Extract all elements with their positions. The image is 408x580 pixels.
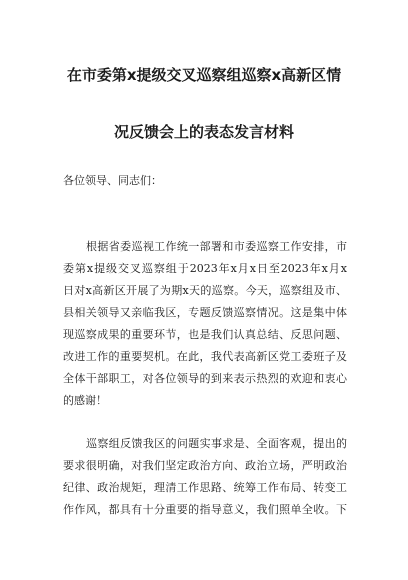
- document-title-line-2: 况反馈会上的表态发言材料: [113, 123, 294, 141]
- paragraph-2-line-1: 巡察组反馈我区的问题实事求是、全面客观，提出的: [86, 437, 347, 450]
- paragraph-2-line-2: 要求很明确，对我们坚定政治方向、政治立场，严明政治: [63, 459, 347, 472]
- salutation: 各位领导、同志们：: [63, 174, 162, 187]
- paragraph-1-line-8: 的感谢！: [63, 394, 107, 407]
- paragraph-1-line-5: 现巡察成果的重要环节，也是我们认真总结、反思问题、: [63, 328, 347, 341]
- paragraph-1-line-1: 根据省委巡视工作统一部署和市委巡察工作安排，市: [86, 240, 347, 253]
- paragraph-1-line-7: 全体干部职工，对各位领导的到来表示热烈的欢迎和衷心: [63, 372, 347, 385]
- paragraph-1-line-2: 委第x提级交叉巡察组于2023年x月x日至2023年x月x: [63, 262, 347, 275]
- paragraph-2-line-3: 纪律、政治规矩，理清工作思路、统筹工作布局、转变工: [63, 481, 347, 494]
- paragraph-1-line-6: 改进工作的重要契机。在此，我代表高新区党工委班子及: [63, 350, 347, 363]
- document-title-line-1: 在市委第x提级交叉巡察组巡察x高新区情: [66, 66, 342, 84]
- paragraph-1-line-4: 县相关领导又亲临我区，专题反馈巡察情况。这是集中体: [63, 306, 347, 319]
- paragraph-2-line-4: 作作风，都具有十分重要的指导意义，我们照单全收。下: [63, 503, 347, 516]
- paragraph-1-line-3: 日对x高新区开展了为期x天的巡察。今天，巡察组及市、: [63, 284, 347, 297]
